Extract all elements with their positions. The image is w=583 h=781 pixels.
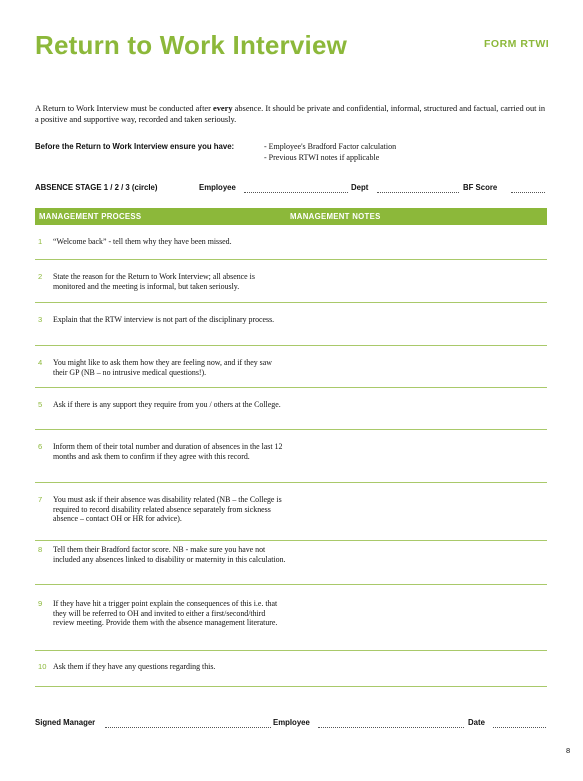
item-text: You might like to ask them how they are feeling now, and if they saw their GP (NB – no intrusive medical questions!). bbox=[53, 358, 272, 377]
list-item bbox=[38, 237, 288, 247]
before-item-bradford: - Employee's Bradford Factor calculation bbox=[264, 142, 397, 151]
employee-field[interactable] bbox=[244, 192, 348, 193]
signature-row bbox=[35, 718, 547, 730]
list-item bbox=[38, 272, 288, 291]
item-number: 9 bbox=[38, 599, 43, 608]
item-number: 10 bbox=[38, 662, 47, 671]
intro-text-2: absence. It should be private and confidential, informal, structured and factual, carried out in a positive and supportive way, recorded and taken seriously. bbox=[35, 104, 546, 124]
before-item-previous-notes: - Previous RTWI notes if applicable bbox=[264, 152, 380, 162]
list-item bbox=[38, 599, 288, 628]
list-item bbox=[38, 545, 288, 564]
before-label: Before the Return to Work Interview ensure you have: bbox=[35, 142, 235, 151]
employee-signature-label: Employee bbox=[273, 718, 310, 727]
management-notes-header: MANAGEMENT NOTES bbox=[290, 212, 381, 221]
item-text: Ask them if they have any questions regarding this. bbox=[53, 662, 216, 671]
list-item bbox=[38, 495, 288, 524]
page-number: 8 bbox=[566, 746, 571, 755]
before-checklist bbox=[264, 142, 396, 163]
item-number: 6 bbox=[38, 442, 43, 451]
item-number: 7 bbox=[38, 495, 43, 504]
list-item bbox=[38, 315, 288, 325]
intro-text-1: A Return to Work Interview must be conducted after bbox=[35, 104, 214, 113]
table-header bbox=[35, 208, 547, 225]
list-item bbox=[38, 442, 288, 461]
employee-label: Employee bbox=[199, 183, 236, 192]
dept-field[interactable] bbox=[377, 192, 459, 193]
item-text: Inform them of their total number and duration of absences in the last 12 months and ask them to confirm if they agree with this record. bbox=[53, 442, 283, 461]
dept-label: Dept bbox=[351, 183, 369, 192]
item-text: If they have hit a trigger point explain the consequences of this i.e. that they will be referred to OH and invited to either a first/second/third review meeting. Provide them with the absence management literature. bbox=[53, 599, 278, 628]
item-text: You must ask if their absence was disability related (NB – the College is required to record disability related absence separately from sickness absence – contact OH or HR for advice). bbox=[53, 495, 282, 524]
item-number: 8 bbox=[38, 545, 43, 554]
date-label: Date bbox=[468, 718, 485, 727]
page-title: Return to Work Interview bbox=[35, 30, 348, 60]
intro-emphasis: every bbox=[213, 104, 233, 113]
bf-score-label: BF Score bbox=[463, 183, 498, 192]
item-number: 1 bbox=[38, 237, 43, 246]
item-text: “Welcome back” - tell them why they have been missed. bbox=[53, 237, 232, 246]
absence-stage-row bbox=[35, 183, 547, 195]
item-text: State the reason for the Return to Work Interview; all absence is monitored and the meeting is informal, but taken seriously. bbox=[53, 272, 255, 291]
absence-stage-label: ABSENCE STAGE 1 / 2 / 3 (circle) bbox=[35, 183, 158, 192]
list-item bbox=[38, 662, 288, 672]
item-number: 3 bbox=[38, 315, 43, 324]
item-text: Explain that the RTW interview is not part of the disciplinary process. bbox=[53, 315, 275, 324]
notes-line[interactable] bbox=[35, 540, 547, 541]
item-number: 4 bbox=[38, 358, 43, 367]
notes-line[interactable] bbox=[35, 482, 547, 483]
date-field[interactable] bbox=[493, 727, 546, 728]
list-item bbox=[38, 400, 288, 410]
item-number: 2 bbox=[38, 272, 43, 281]
bf-score-field[interactable] bbox=[511, 192, 545, 193]
notes-line[interactable] bbox=[35, 686, 547, 687]
notes-line[interactable] bbox=[35, 345, 547, 346]
notes-line[interactable] bbox=[35, 387, 547, 388]
signed-manager-label: Signed Manager bbox=[35, 718, 96, 727]
notes-line[interactable] bbox=[35, 302, 547, 303]
item-number: 5 bbox=[38, 400, 43, 409]
notes-line[interactable] bbox=[35, 259, 547, 260]
notes-line[interactable] bbox=[35, 650, 547, 651]
intro-paragraph bbox=[35, 104, 547, 125]
management-process-header: MANAGEMENT PROCESS bbox=[39, 212, 142, 221]
item-text: Tell them their Bradford factor score. NB - make sure you have not included any absences linked to disability or maternity in this calculation. bbox=[53, 545, 286, 564]
notes-line[interactable] bbox=[35, 584, 547, 585]
notes-line[interactable] bbox=[35, 429, 547, 430]
list-item bbox=[38, 358, 288, 377]
item-text: Ask if there is any support they require from you / others at the College. bbox=[53, 400, 281, 409]
employee-signature-field[interactable] bbox=[318, 727, 464, 728]
signed-manager-field[interactable] bbox=[105, 727, 271, 728]
form-code: FORM RTWI bbox=[484, 38, 550, 50]
